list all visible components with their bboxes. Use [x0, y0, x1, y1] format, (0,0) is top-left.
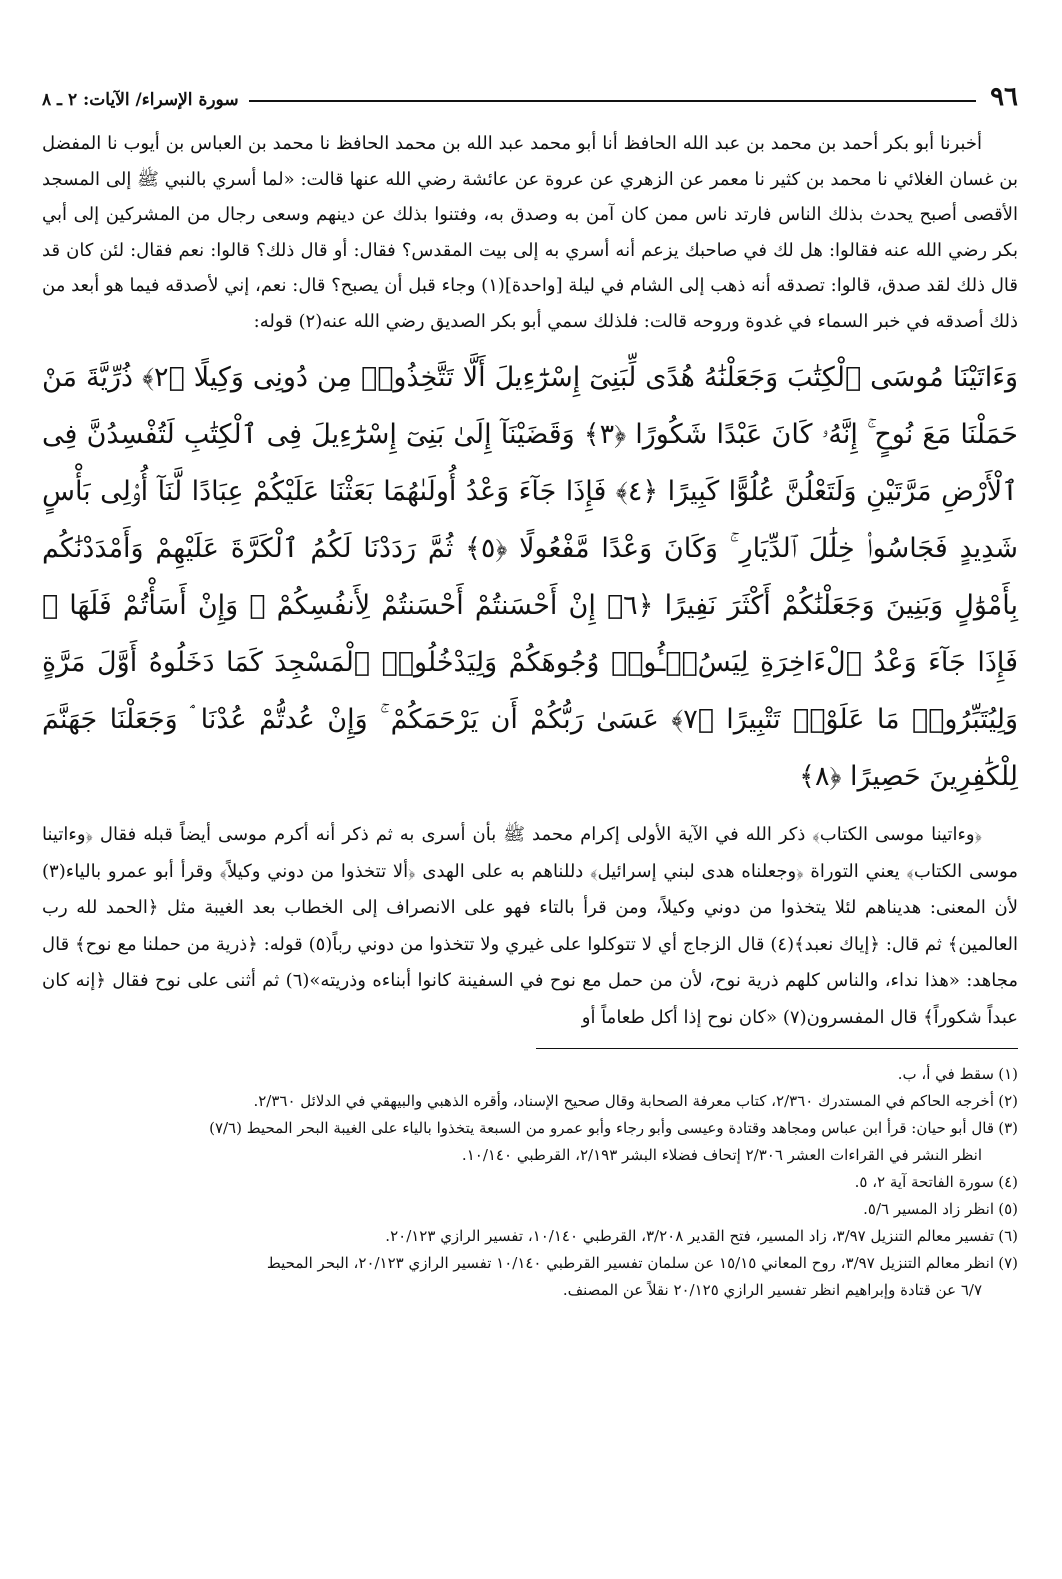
- footnote-text: [42, 1250, 994, 1304]
- header-rule: [249, 100, 976, 102]
- footnote-item: [42, 1250, 1018, 1304]
- footnote-continuation: انظر النشر في القراءات العشر ٢/٣٠٦ إتحاف فضلاء البشر ٢/١٩٣، القرطبي ١٠/١٤٠.: [461, 1146, 982, 1164]
- footnote-item: [42, 1115, 1018, 1169]
- footnote-divider: [536, 1048, 1018, 1049]
- footnote-text: انظر زاد المسير ٥/٦.: [863, 1200, 994, 1218]
- footnote-text: سقط في أ، ب.: [897, 1065, 994, 1083]
- running-title: سورة الإسراء/ الآيات: ٢ ـ ٨: [42, 90, 239, 110]
- intro-paragraph: أخبرنا أبو بكر أحمد بن محمد بن عبد الله الحافظ أنا أبو محمد عبد الله بن محمد الحافظ نا محمد بن العباس بن أيوب نا المفضل بن غسان الغلائي نا محمد بن كثير نا معمر عن الزهري عن عروة عن عائشة رضي الله عنها قالت: «لما أسري بالنبي ﷺ إلى المسجد الأقصى أصبح يحدث بذلك الناس فارتد ناس ممن كان آمن به وصدق به، وفتنوا بذلك عن دينهم وسعى رجال من المشركين إلى أبي بكر رضي الله عنه فقالوا: هل لك في صاحبك يزعم أنه أسري به إلى بيت المقدس؟ فقال: أو قال ذلك؟ قالوا: نعم فقال: لئن كان قد قال ذلك لقد صدق، قالوا: تصدقه أنه ذهب إلى الشام في ليلة [واحدة](١) وجاء قبل أن يصبح؟ قال: نعم، إني لأصدقه فيما هو أبعد من ذلك أصدقه في خبر السماء في غدوة وروحه قالت: فلذلك سمي أبو بكر الصديق رضي الله عنه(٢) قوله:: [42, 133, 1018, 332]
- book-page: [42, 74, 1018, 1304]
- footnote-item: [42, 1088, 1018, 1115]
- footnote-text: أخرجه الحاكم في المستدرك ٢/٣٦٠، كتاب معرفة الصحابة وقال صحيح الإسناد، وأقره الذهبي والبيهقي في الدلائل ٢/٣٦٠.: [253, 1092, 994, 1110]
- footnote-number: (٧): [998, 1254, 1018, 1272]
- tafsir-commentary: [42, 817, 1018, 1036]
- footnote-number: (٦): [998, 1227, 1018, 1245]
- footnote-item: [42, 1196, 1018, 1223]
- footnote-text: تفسير معالم التنزيل ٣/٩٧، زاد المسير، فتح القدير ٣/٢٠٨، القرطبي ١٠/١٤٠، تفسير الرازي ٢٠/١٢٣.: [385, 1227, 994, 1245]
- footnote-item: [42, 1169, 1018, 1196]
- footnote-text-line: قال أبو حيان: قرأ ابن عباس ومجاهد وقتادة وعيسى وأبو رجاء وأبو عمرو من السبعة يتخذوا بالياء على الغيبة البحر المحيط (٧/٦): [209, 1119, 994, 1137]
- footnote-item: [42, 1061, 1018, 1088]
- footnote-number: (٢): [998, 1092, 1018, 1110]
- footnote-number: (٣): [998, 1119, 1018, 1137]
- tafsir-paragraph: ﴿وءاتينا موسى الكتاب﴾ ذكر الله في الآية الأولى إكرام محمد ﷺ بأن أسرى به ثم ذكر أنه أكرم موسى أيضاً قبله فقال ﴿وءاتينا موسى الكتاب﴾ يعني التوراة ﴿وجعلناه هدى لبني إسرائيل﴾ دللناهم به على الهدى ﴿ألا تتخذوا من دوني وكيلاً﴾ وقرأ أبو عمرو بالياء(٣) لأن المعنى: هديناهم لئلا يتخذوا من دوني وكيلاً، ومن قرأ بالتاء فهو على الانصراف إلى الخطاب بعد الغيبة مثل ﴿الحمد لله رب العالمين﴾ ثم قال: ﴿إياك نعبد﴾(٤) قال الزجاج أي لا تتوكلوا على غيري ولا تتخذوا من دوني رباً(٥) قوله: ﴿ذرية من حملنا مع نوح﴾ قال مجاهد: «هذا نداء، والناس كلهم ذرية نوح، لأن من حمل مع نوح في السفينة كانوا أبناءه وذريته»(٦) ثم أثنى على نوح فقال ﴿إنه كان عبداً شكوراً﴾ قال المفسرون(٧) «كان نوح إذا أكل طعاماً أو: [42, 824, 1018, 1028]
- footnote-text: [42, 1115, 994, 1169]
- footnotes: [42, 1061, 1018, 1304]
- footnote-text-line: انظر معالم التنزيل ٣/٩٧، روح المعاني ١٥/١٥ عن سلمان تفسير القرطبي ١٠/١٤٠ تفسير الرازي ٢٠/١٢٣، البحر المحيط: [266, 1254, 994, 1272]
- footnote-item: [42, 1223, 1018, 1250]
- footnote-text: سورة الفاتحة آية ٢، ٥.: [854, 1173, 994, 1191]
- quran-verses: [42, 349, 1018, 805]
- footnote-continuation: ٦/٧ عن قتادة وإبراهيم انظر تفسير الرازي ٢٠/١٢٥ نقلاً عن المصنف.: [562, 1281, 982, 1299]
- page-number: ٩٦: [990, 82, 1018, 112]
- footnote-number: (٥): [998, 1200, 1018, 1218]
- hadith-intro: [42, 126, 1018, 339]
- footnote-number: (٤): [998, 1173, 1018, 1191]
- footnote-number: (١): [998, 1065, 1018, 1083]
- page-header: [42, 74, 1018, 110]
- quran-text: وَءَاتَيْنَا مُوسَى ٱلْكِتَٰبَ وَجَعَلْنَٰهُ هُدًى لِّبَنِىٓ إِسْرَٰٓءِيلَ أَلَّا تَتَّخِذُوا۟ مِن دُونِى وَكِيلًا ﴿٢﴾ ذُرِّيَّةَ مَنْ حَمَلْنَا مَعَ نُوحٍ ۚ إِنَّهُۥ كَانَ عَبْدًا شَكُورًا ﴿٣﴾ وَقَضَيْنَآ إِلَىٰ بَنِىٓ إِسْرَٰٓءِيلَ فِى ٱلْكِتَٰبِ لَتُفْسِدُنَّ فِى ٱلْأَرْضِ مَرَّتَيْنِ وَلَتَعْلُنَّ عُلُوًّا كَبِيرًا ﴿٤﴾ فَإِذَا جَآءَ وَعْدُ أُولَىٰهُمَا بَعَثْنَا عَلَيْكُمْ عِبَادًا لَّنَآ أُو۟لِى بَأْسٍ شَدِيدٍ فَجَاسُوا۟ خِلَٰلَ ٱلدِّيَارِ ۚ وَكَانَ وَعْدًا مَّفْعُولًا ﴿٥﴾ ثُمَّ رَدَدْنَا لَكُمُ ٱلْكَرَّةَ عَلَيْهِمْ وَأَمْدَدْنَٰكُم بِأَمْوَٰلٍ وَبَنِينَ وَجَعَلْنَٰكُمْ أَكْثَرَ نَفِيرًا ﴿٦﴾ إِنْ أَحْسَنتُمْ أَحْسَنتُمْ لِأَنفُسِكُمْ ۖ وَإِنْ أَسَأْتُمْ فَلَهَا ۚ فَإِذَا جَآءَ وَعْدُ ٱلْءَاخِرَةِ لِيَسُۥٓـُٔوا۟ وُجُوهَكُمْ وَلِيَدْخُلُوا۟ ٱلْمَسْجِدَ كَمَا دَخَلُوهُ أَوَّلَ مَرَّةٍ وَلِيُتَبِّرُوا۟ مَا عَلَوْا۟ تَتْبِيرًا ﴿٧﴾ عَسَىٰ رَبُّكُمْ أَن يَرْحَمَكُمْ ۚ وَإِنْ عُدتُّمْ عُدْنَا ۘ وَجَعَلْنَا جَهَنَّمَ لِلْكَٰفِرِينَ حَصِيرًا ﴿٨﴾: [42, 362, 1018, 792]
